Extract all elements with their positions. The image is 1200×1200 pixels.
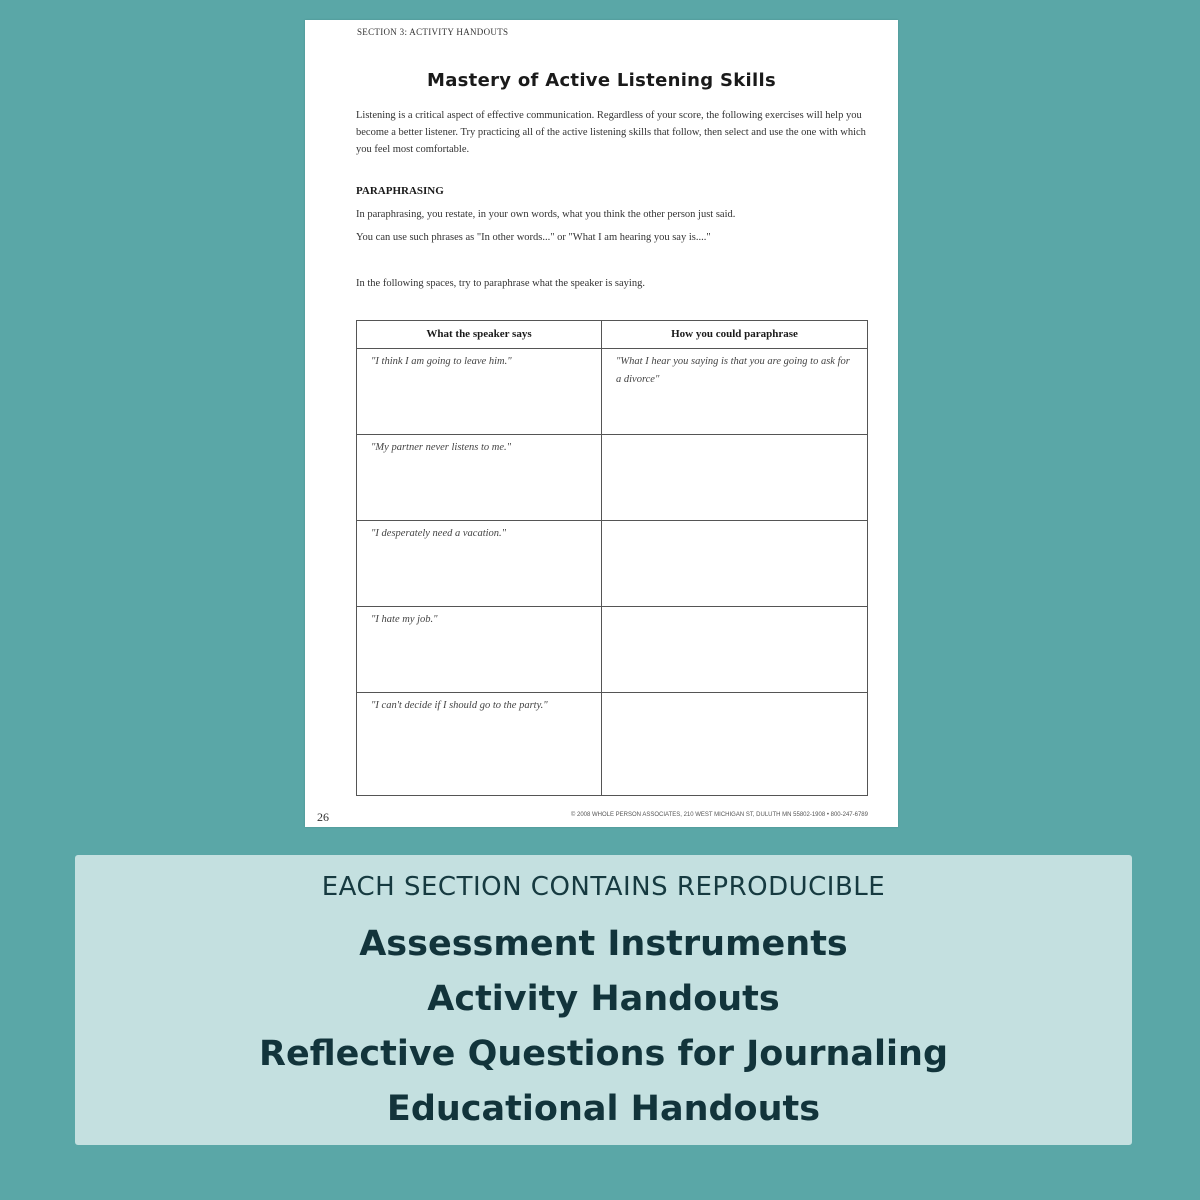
instruction-line: In paraphrasing, you restate, in your own words, what you think the other person just said.: [356, 209, 736, 220]
speaker-cell: "I desperately need a vacation.": [357, 521, 602, 607]
handout-page: [305, 20, 898, 827]
paraphrase-cell: [602, 435, 867, 521]
banner-item: Educational Handouts: [386, 1089, 821, 1129]
banner-item: Assessment Instruments: [359, 924, 848, 964]
banner-item: Activity Handouts: [427, 979, 780, 1019]
paraphrase-table: [356, 320, 868, 796]
feature-banner: [75, 855, 1132, 1145]
section-header: SECTION 3: ACTIVITY HANDOUTS: [357, 27, 509, 37]
banner-item: Reflective Questions for Journaling: [259, 1034, 948, 1074]
intro-paragraph: Listening is a critical aspect of effective communication. Regardless of your score, the following exercises will help you become a better listener. Try practicing all of the active listening skills that follow, then select and use the one with which you feel most comfortable.: [356, 110, 866, 155]
banner-list: [75, 917, 1132, 1137]
speaker-cell: "I hate my job.": [357, 607, 602, 693]
paraphrase-cell: [602, 607, 867, 693]
page-number: 26: [317, 810, 329, 824]
speaker-cell: "I can't decide if I should go to the party.": [357, 693, 602, 795]
banner-kicker: EACH SECTION CONTAINS REPRODUCIBLE: [321, 872, 886, 902]
table-header-paraphrase: How you could paraphrase: [602, 321, 867, 349]
section-heading: PARAPHRASING: [356, 185, 444, 197]
page-title: Mastery of Active Listening Skills: [427, 70, 776, 91]
speaker-cell: "My partner never listens to me.": [357, 435, 602, 521]
paraphrase-cell: [602, 693, 867, 795]
speaker-cell: "I think I am going to leave him.": [357, 349, 602, 435]
instruction-line: In the following spaces, try to paraphrase what the speaker is saying.: [356, 278, 645, 289]
instruction-line: You can use such phrases as "In other words..." or "What I am hearing you say is....": [356, 232, 711, 243]
paraphrase-cell: "What I hear you saying is that you are going to ask for a divorce": [602, 349, 867, 435]
copyright-footer: © 2008 WHOLE PERSON ASSOCIATES, 210 WEST MICHIGAN ST, DULUTH MN 55802-1908 • 800-247-6789: [570, 812, 868, 818]
table-header-speaker: What the speaker says: [357, 321, 602, 349]
paraphrase-cell: [602, 521, 867, 607]
